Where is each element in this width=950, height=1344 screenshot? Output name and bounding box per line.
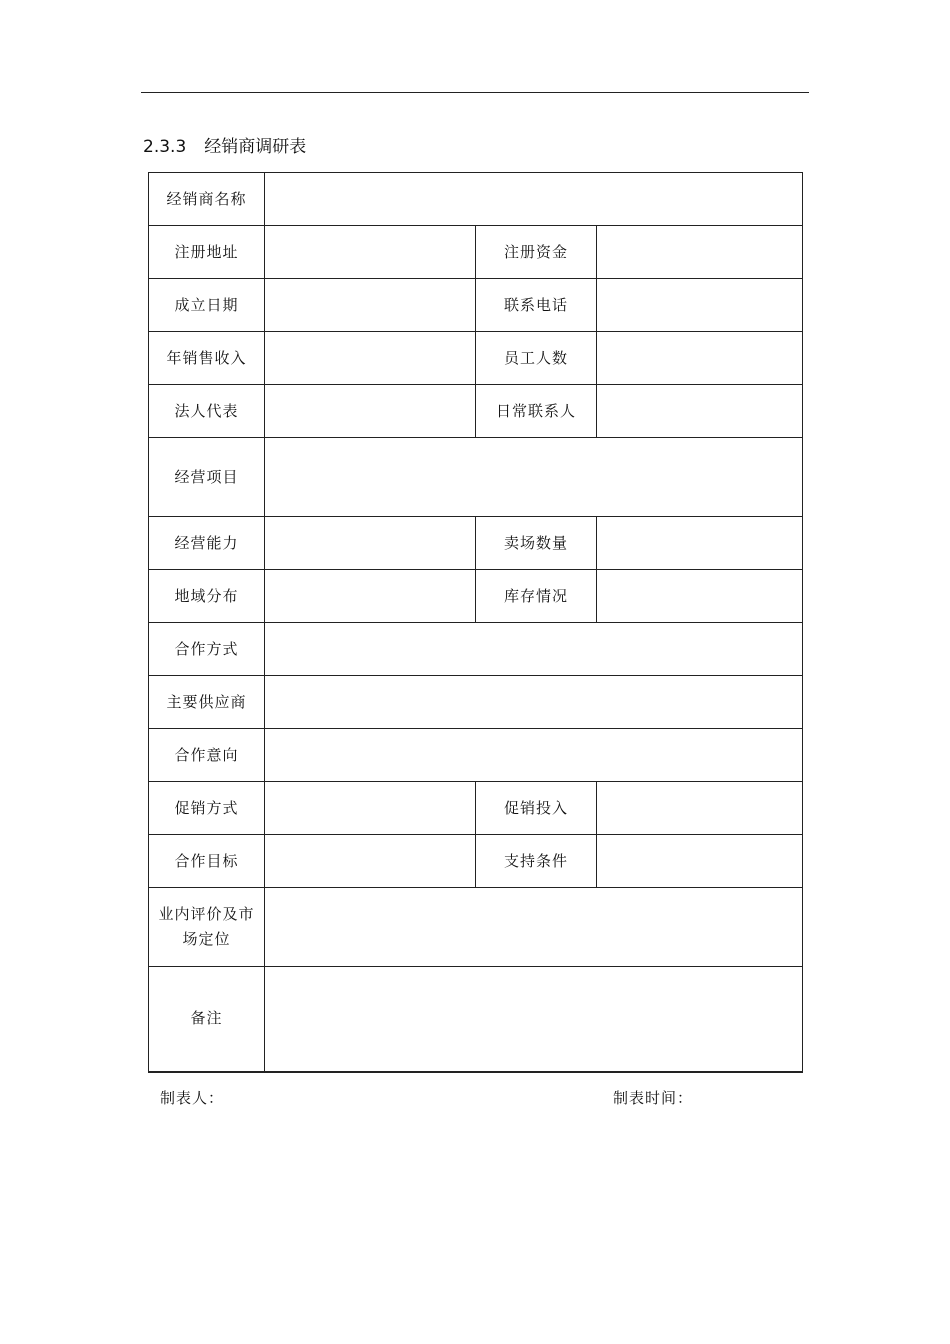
annual-sales-field[interactable]: [265, 332, 476, 385]
main-suppliers-field[interactable]: [265, 676, 803, 729]
table-row: [149, 782, 803, 835]
remarks-label: 备注: [149, 967, 265, 1072]
table-row: [149, 835, 803, 888]
table-row: [149, 729, 803, 782]
daily-contact-field[interactable]: [597, 385, 803, 438]
inventory-status-field[interactable]: [597, 570, 803, 623]
business-scope-field[interactable]: [265, 438, 803, 517]
prepared-time-label: 制表时间：: [613, 1089, 694, 1107]
promotion-mode-label: 促销方式: [149, 782, 265, 835]
table-row: [149, 888, 803, 967]
registered-address-field[interactable]: [265, 226, 476, 279]
store-count-field[interactable]: [597, 517, 803, 570]
table-row: [149, 438, 803, 517]
business-capability-label: 经营能力: [149, 517, 265, 570]
remarks-field[interactable]: [265, 967, 803, 1072]
support-conditions-label: 支持条件: [476, 835, 597, 888]
section-title-text: 经销商调研表: [204, 137, 307, 157]
prepared-by-label: 制表人：: [160, 1089, 225, 1107]
cooperation-mode-label: 合作方式: [149, 623, 265, 676]
cooperation-goal-field[interactable]: [265, 835, 476, 888]
annual-sales-label: 年销售收入: [149, 332, 265, 385]
regional-distribution-label: 地域分布: [149, 570, 265, 623]
dealer-survey-table: [148, 172, 803, 1073]
business-scope-label: 经营项目: [149, 438, 265, 517]
main-suppliers-label: 主要供应商: [149, 676, 265, 729]
table-row: [149, 385, 803, 438]
legal-representative-field[interactable]: [265, 385, 476, 438]
cooperation-intent-field[interactable]: [265, 729, 803, 782]
header-rule: [141, 92, 809, 93]
registered-capital-label: 注册资金: [476, 226, 597, 279]
table-row: [149, 623, 803, 676]
established-date-label: 成立日期: [149, 279, 265, 332]
promotion-investment-field[interactable]: [597, 782, 803, 835]
promotion-investment-label: 促销投入: [476, 782, 597, 835]
daily-contact-label: 日常联系人: [476, 385, 597, 438]
employee-count-label: 员工人数: [476, 332, 597, 385]
table-row: [149, 967, 803, 1072]
table-row: [149, 517, 803, 570]
industry-evaluation-field[interactable]: [265, 888, 803, 967]
business-capability-field[interactable]: [265, 517, 476, 570]
established-date-field[interactable]: [265, 279, 476, 332]
contact-phone-label: 联系电话: [476, 279, 597, 332]
section-number: 2.3.3: [143, 137, 187, 157]
cooperation-mode-field[interactable]: [265, 623, 803, 676]
table-row: [149, 226, 803, 279]
dealer-name-field[interactable]: [265, 173, 803, 226]
table-row: [149, 570, 803, 623]
store-count-label: 卖场数量: [476, 517, 597, 570]
support-conditions-field[interactable]: [597, 835, 803, 888]
section-title: [143, 136, 306, 158]
table-row: [149, 332, 803, 385]
registered-address-label: 注册地址: [149, 226, 265, 279]
inventory-status-label: 库存情况: [476, 570, 597, 623]
promotion-mode-field[interactable]: [265, 782, 476, 835]
legal-representative-label: 法人代表: [149, 385, 265, 438]
regional-distribution-field[interactable]: [265, 570, 476, 623]
cooperation-intent-label: 合作意向: [149, 729, 265, 782]
dealer-name-label: 经销商名称: [149, 173, 265, 226]
registered-capital-field[interactable]: [597, 226, 803, 279]
table-row: [149, 676, 803, 729]
contact-phone-field[interactable]: [597, 279, 803, 332]
table-row: [149, 173, 803, 226]
table-row: [149, 279, 803, 332]
employee-count-field[interactable]: [597, 332, 803, 385]
industry-evaluation-label: 业内评价及市场定位: [149, 888, 265, 967]
cooperation-goal-label: 合作目标: [149, 835, 265, 888]
